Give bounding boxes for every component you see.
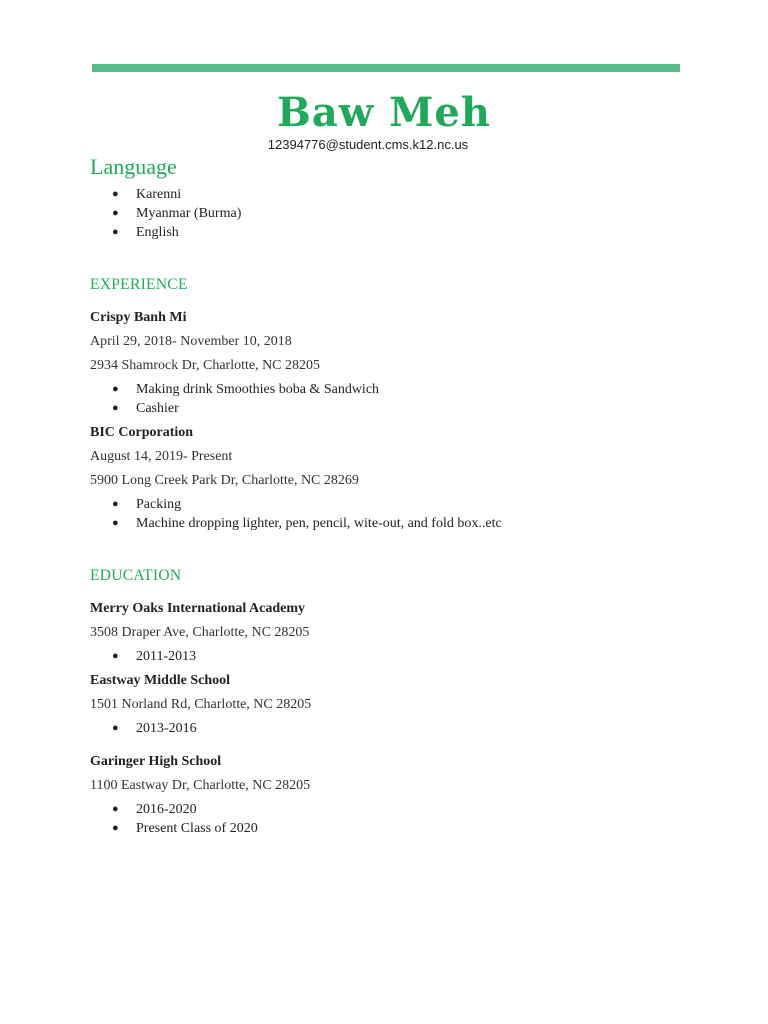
bullet-icon: ● <box>112 402 119 414</box>
school-note: ● Present Class of 2020 <box>112 821 258 836</box>
school-years: ● 2011-2013 <box>112 649 197 664</box>
school-address: 1501 Norland Rd, Charlotte, NC 28205 <box>90 697 312 712</box>
language-item: ● Karenni <box>112 187 182 202</box>
language-item: ● English <box>112 225 179 240</box>
bullet-icon: ● <box>112 517 119 529</box>
job-title: BIC Corporation <box>90 425 194 440</box>
job-duty: ● Cashier <box>112 401 179 416</box>
school-address: 1100 Eastway Dr, Charlotte, NC 28205 <box>90 778 311 793</box>
job-duty: ● Machine dropping lighter, pen, pencil, wite-out, and fold box..etc <box>112 516 502 531</box>
job-address: 2934 Shamrock Dr, Charlotte, NC 28205 <box>90 358 321 373</box>
school-years: ● 2013-2016 <box>112 721 197 736</box>
bullet-icon: ● <box>112 207 119 219</box>
school-title: Eastway Middle School <box>90 673 231 688</box>
job-title: Crispy Banh Mi <box>90 310 187 325</box>
language-heading: Language <box>90 154 177 179</box>
job-duty: ● Packing <box>112 497 182 512</box>
job-dates: August 14, 2019- Present <box>90 449 233 464</box>
school-title: Garinger High School <box>90 754 222 769</box>
job-duty: ● Making drink Smoothies boba & Sandwich <box>112 382 380 397</box>
email-address: 12394776@student.cms.k12.nc.us <box>267 137 469 152</box>
education-heading: EDUCATION <box>90 567 182 584</box>
resume-name: Baw Meh <box>277 89 491 136</box>
bullet-icon: ● <box>112 383 119 395</box>
bullet-icon: ● <box>112 188 119 200</box>
school-years: ● 2016-2020 <box>112 802 197 817</box>
experience-heading: EXPERIENCE <box>90 276 188 293</box>
bullet-icon: ● <box>112 722 119 734</box>
bullet-icon: ● <box>112 650 119 662</box>
bullet-icon: ● <box>112 803 119 815</box>
bullet-icon: ● <box>112 822 119 834</box>
header-rule <box>92 64 680 72</box>
bullet-icon: ● <box>112 498 119 510</box>
job-address: 5900 Long Creek Park Dr, Charlotte, NC 28269 <box>90 473 359 488</box>
school-address: 3508 Draper Ave, Charlotte, NC 28205 <box>90 625 310 640</box>
job-dates: April 29, 2018- November 10, 2018 <box>90 334 292 349</box>
language-item: ● Myanmar (Burma) <box>112 206 242 221</box>
bullet-icon: ● <box>112 226 119 238</box>
school-title: Merry Oaks International Academy <box>90 601 306 616</box>
